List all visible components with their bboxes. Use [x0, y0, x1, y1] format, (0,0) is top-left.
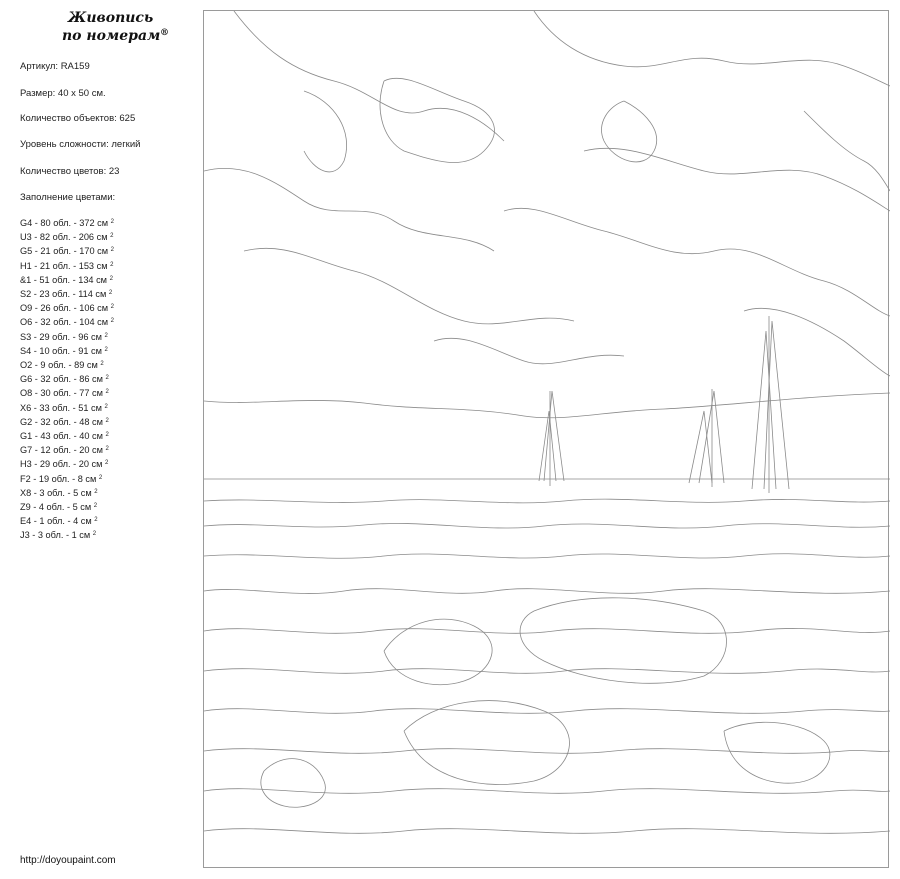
unit-exponent: 2 [105, 375, 109, 382]
difficulty-text: Уровень сложности: легкий [20, 139, 141, 150]
color-fill-text: J3 - 3 обл. - 1 см [20, 530, 91, 541]
color-fill-text: G4 - 80 обл. - 372 см [20, 218, 109, 228]
unit-exponent: 2 [110, 304, 114, 311]
color-fill-item [20, 244, 114, 258]
objects-count-text: Количество объектов: 625 [20, 113, 136, 124]
color-fill-item [20, 230, 114, 244]
color-fill-item [20, 486, 114, 500]
unit-exponent: 2 [94, 488, 98, 495]
color-fill-item [20, 216, 114, 230]
color-fill-item [20, 344, 114, 358]
fill-heading: Заполнение цветами: [20, 192, 116, 203]
color-fill-item [20, 330, 114, 344]
unit-exponent: 2 [105, 417, 109, 424]
unit-exponent: 2 [110, 318, 114, 325]
sidebar-info [0, 0, 200, 879]
color-fill-item [20, 386, 114, 400]
color-fill-text: G7 - 12 обл. - 20 см [20, 445, 103, 456]
unit-exponent: 2 [110, 233, 114, 240]
color-fill-item [20, 472, 114, 486]
color-fill-item [20, 528, 114, 542]
unit-exponent: 2 [104, 460, 109, 467]
unit-exponent: 2 [98, 474, 103, 481]
unit-exponent: 2 [108, 290, 113, 297]
brand-line-1: Живопись [68, 10, 154, 26]
color-fill-item [20, 443, 114, 457]
coloring-canvas [203, 10, 889, 868]
brand-line-2: по номерам [62, 28, 161, 44]
color-fill-text: O2 - 9 обл. - 89 см [20, 360, 98, 371]
registered-mark: ® [160, 28, 169, 38]
color-fill-item [20, 429, 114, 443]
unit-exponent: 2 [100, 361, 104, 368]
color-fill-text: G5 - 21 обл. - 170 см [20, 246, 109, 257]
unit-exponent: 2 [105, 446, 109, 453]
color-fill-item [20, 273, 114, 287]
color-fill-item [20, 401, 114, 415]
color-fill-list [20, 216, 114, 543]
color-fill-text: G2 - 32 обл. - 48 см [20, 416, 103, 427]
color-fill-text: G6 - 32 обл. - 86 см [20, 374, 103, 385]
color-fill-item [20, 514, 114, 528]
unit-exponent: 2 [105, 389, 109, 396]
unit-exponent: 2 [110, 219, 114, 225]
unit-exponent: 2 [104, 346, 108, 353]
color-fill-item [20, 315, 114, 329]
color-fill-text: G1 - 43 обл. - 40 см [20, 431, 103, 442]
unit-exponent: 2 [110, 247, 114, 254]
unit-exponent: 2 [109, 275, 113, 282]
article-text: Артикул: RA159 [20, 61, 90, 72]
brand-logo [20, 8, 195, 48]
color-fill-text: H1 - 21 обл. - 153 см [20, 260, 108, 271]
color-fill-item [20, 301, 114, 315]
color-fill-text: H3 - 29 обл. - 20 см [20, 459, 103, 470]
unit-exponent: 2 [110, 261, 114, 268]
color-fill-item [20, 372, 114, 386]
unit-exponent: 2 [105, 432, 109, 439]
color-fill-item [20, 415, 114, 429]
colors-count-text: Количество цветов: 23 [20, 166, 120, 177]
color-fill-text: S3 - 29 обл. - 96 см [20, 331, 102, 342]
color-fill-item [20, 457, 114, 471]
color-fill-text: O9 - 26 обл. - 106 см [20, 303, 109, 314]
color-fill-text: X8 - 3 обл. - 5 см [20, 487, 92, 498]
color-fill-text: S2 - 23 обл. - 114 см [20, 289, 107, 300]
color-fill-item [20, 500, 114, 514]
unit-exponent: 2 [93, 503, 98, 510]
color-fill-text: E4 - 1 обл. - 4 см [20, 516, 92, 527]
unit-exponent: 2 [104, 332, 108, 339]
unit-exponent: 2 [104, 403, 108, 410]
color-fill-text: &1 - 51 обл. - 134 см [20, 274, 108, 285]
color-fill-text: Z9 - 4 обл. - 5 см [20, 502, 92, 513]
size-text: Размер: 40 х 50 см. [20, 88, 106, 99]
color-fill-item [20, 287, 114, 301]
line-art-drawing [204, 11, 890, 869]
color-fill-text: F2 - 19 обл. - 8 см [20, 473, 97, 484]
color-fill-text: O6 - 32 обл. - 104 см [20, 317, 109, 328]
color-fill-item [20, 259, 114, 273]
unit-exponent: 2 [92, 531, 97, 538]
color-fill-text: U3 - 82 обл. - 206 см [20, 232, 108, 243]
color-fill-text: S4 - 10 обл. - 91 см [20, 345, 102, 356]
color-fill-text: O8 - 30 обл. - 77 см [20, 388, 103, 399]
color-fill-item [20, 358, 114, 372]
unit-exponent: 2 [94, 517, 98, 524]
website-link[interactable]: http://doyoupaint.com [20, 855, 116, 866]
color-fill-text: X6 - 33 обл. - 51 см [20, 402, 102, 413]
